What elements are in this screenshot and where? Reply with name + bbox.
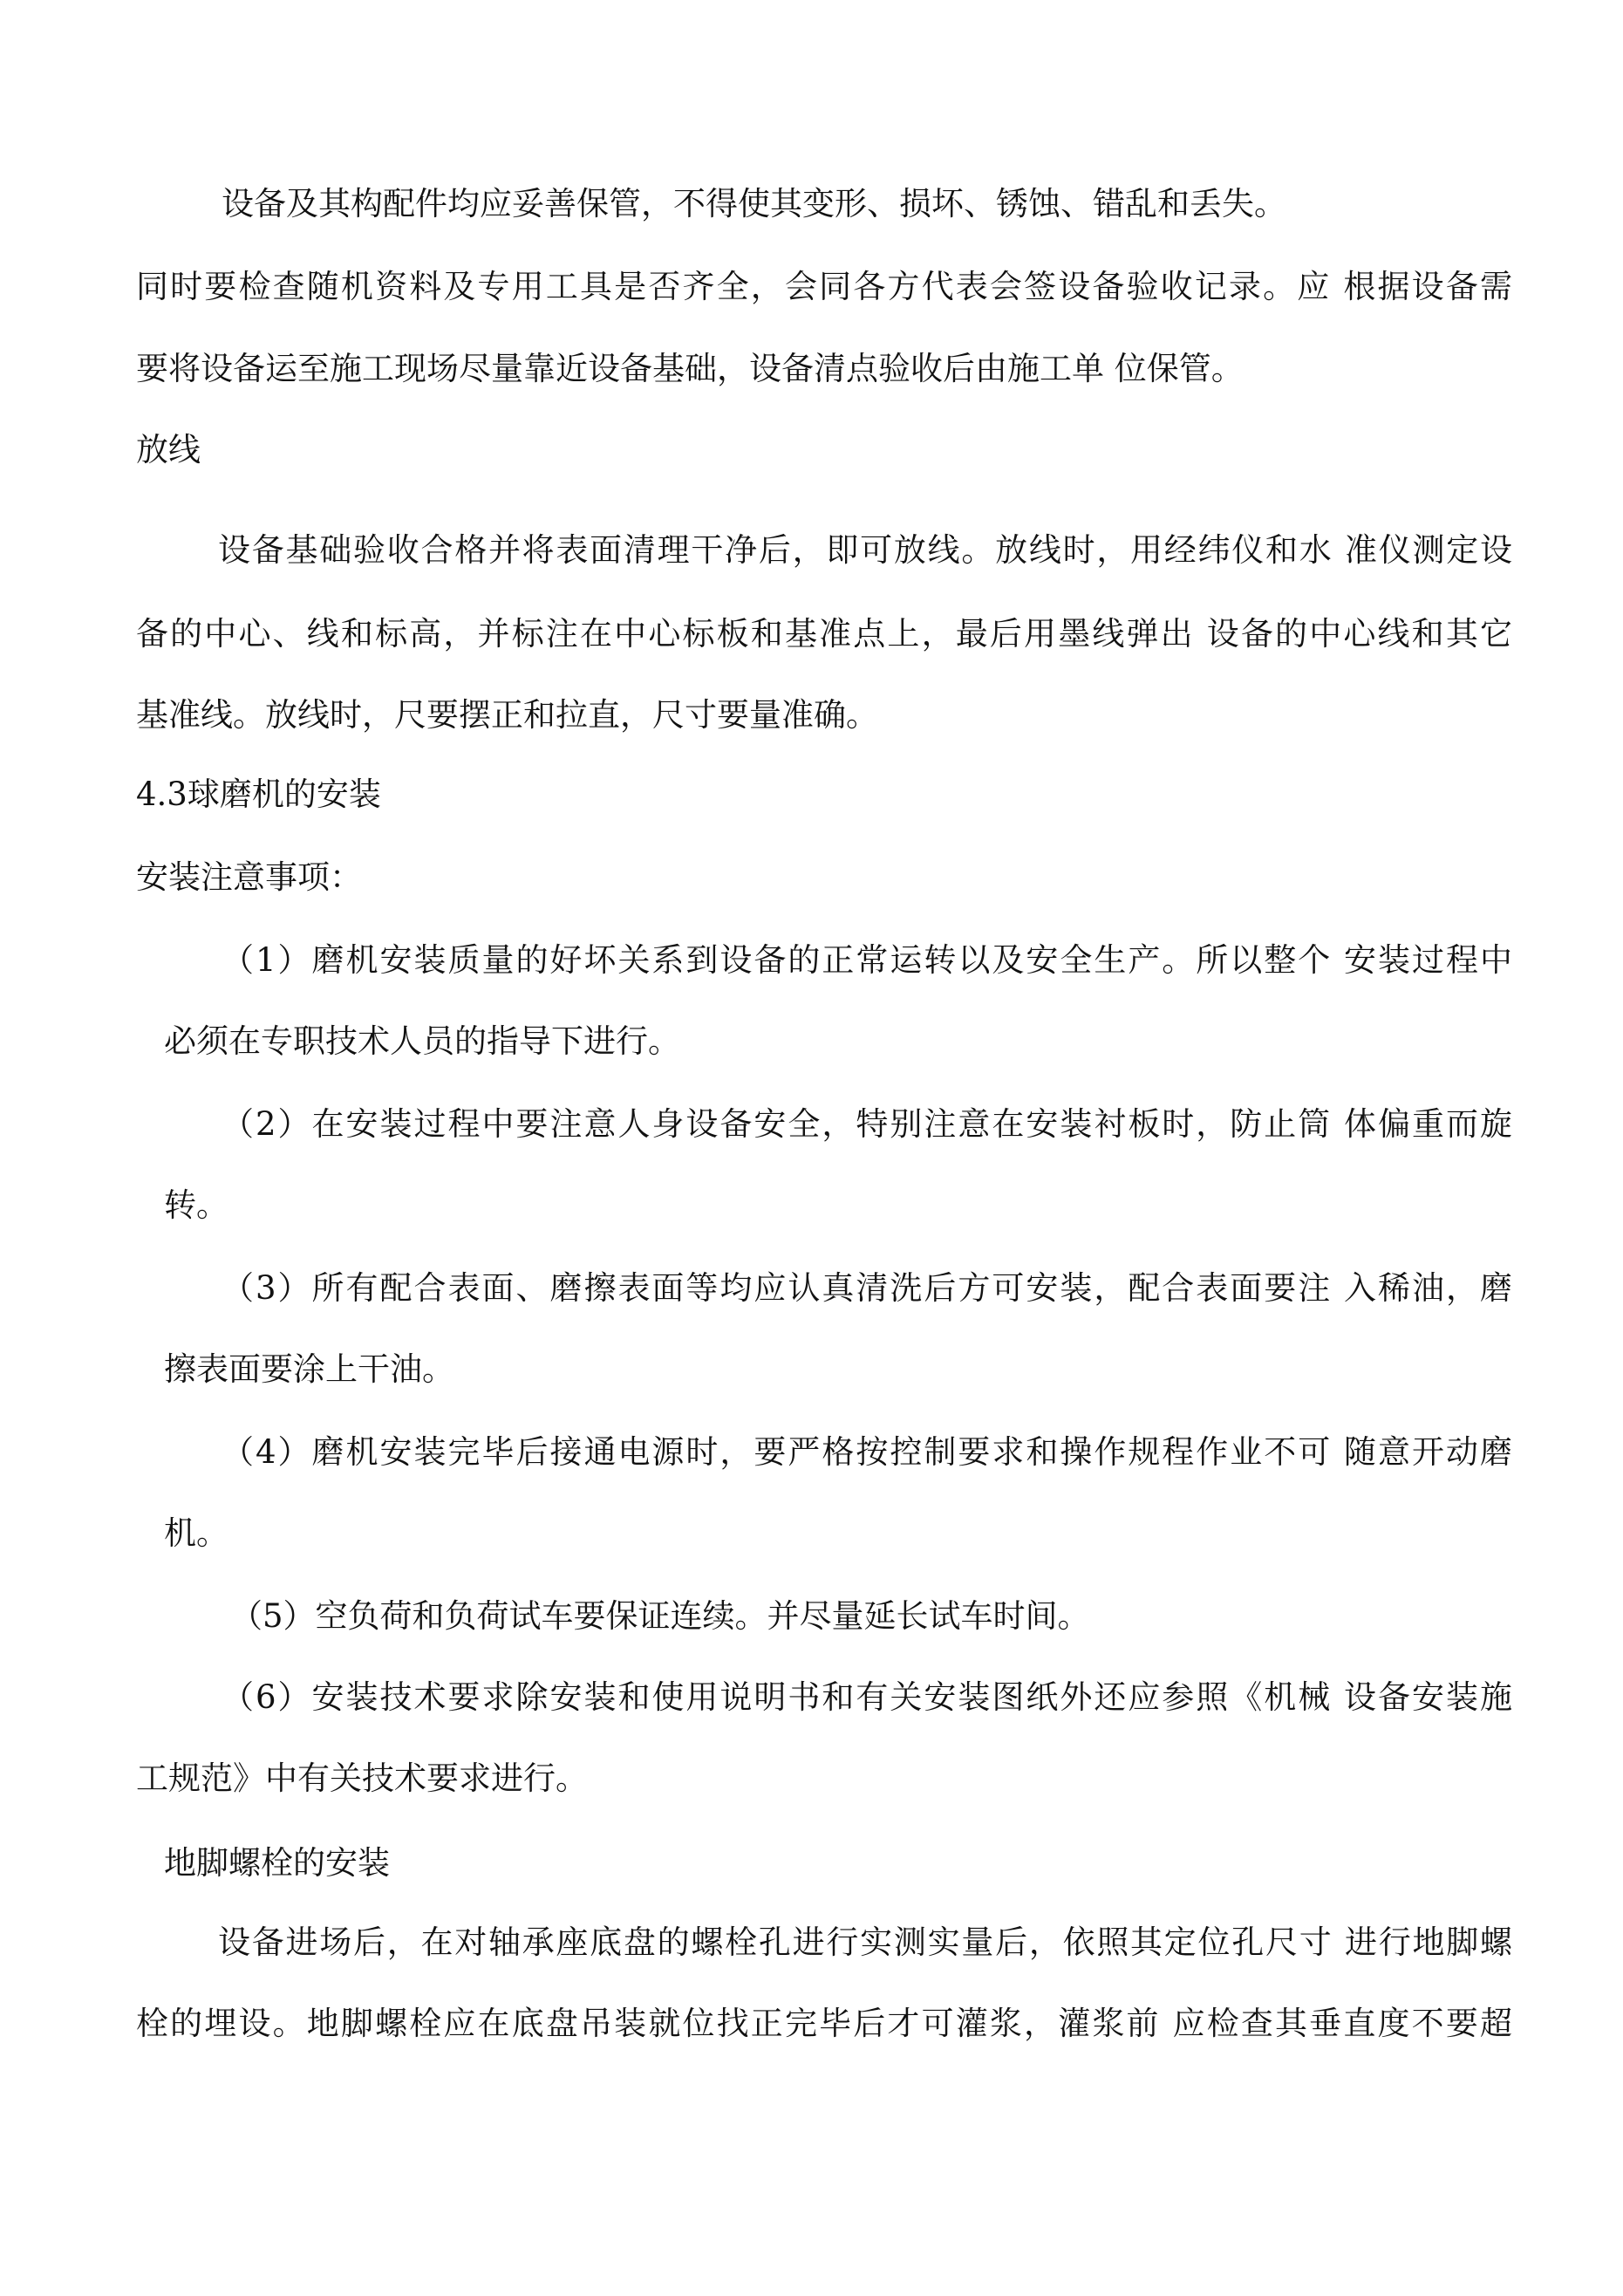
subsection-heading: 安装注意事项： [136, 858, 362, 896]
section-heading: 地脚螺栓的安装 [164, 1844, 390, 1882]
list-item-line: （2）在安装过程中要注意人身设备安全，特别注意在安装衬板时，防止筒 体偏重而旋 [222, 1105, 1512, 1143]
section-heading: 4.3球磨机的安装 [136, 776, 381, 813]
paragraph-line: 设备进场后，在对轴承座底盘的螺栓孔进行实测实量后，依照其定位孔尺寸 进行地脚螺 [218, 1924, 1512, 1961]
paragraph-line: 备的中心、线和标高，并标注在中心标板和基准点上，最后用墨线弹出 设备的中心线和其它 [136, 615, 1512, 653]
section-heading: 放线 [136, 431, 201, 468]
list-item-line: 转。 [164, 1186, 228, 1224]
list-item-line: （1）磨机安装质量的好坏关系到设备的正常运转以及安全生产。所以整个 安装过程中 [222, 941, 1512, 979]
paragraph-line: 设备及其构配件均应妥善保管，不得使其变形、损坏、锈蚀、错乱和丢失。 [222, 185, 1286, 222]
paragraph-line: 要将设备运至施工现场尽量靠近设备基础，设备清点验收后由施工单 位保管。 [136, 350, 1244, 387]
paragraph-line: 同时要检查随机资料及专用工具是否齐全，会同各方代表会签设备验收记录。应 根据设备需 [136, 268, 1512, 305]
paragraph-line: 基准线。放线时，尺要摆正和拉直，尺寸要量准确。 [136, 696, 878, 734]
list-item-line: 工规范》中有关技术要求进行。 [136, 1760, 588, 1797]
list-item-line: 擦表面要涂上干油。 [164, 1350, 454, 1388]
list-item-line: （5）空负荷和负荷试车要保证连续。并尽量延长试车时间。 [230, 1597, 1090, 1635]
paragraph-line: 设备基础验收合格并将表面清理干净后，即可放线。放线时，用经纬仪和水 准仪测定设 [218, 531, 1512, 569]
paragraph-line: 栓的埋设。地脚螺栓应在底盘吊装就位找正完毕后才可灌浆，灌浆前 应检查其垂直度不要超 [136, 2005, 1512, 2042]
list-item-line: 必须在专职技术人员的指导下进行。 [164, 1022, 680, 1060]
list-item-line: （3）所有配合表面、磨擦表面等均应认真清洗后方可安装，配合表面要注 入稀油，磨 [222, 1269, 1512, 1307]
list-item-line: （6）安装技术要求除安装和使用说明书和有关安装图纸外还应参照《机械 设备安装施 [222, 1678, 1512, 1716]
list-item-line: 机。 [164, 1514, 228, 1552]
list-item-line: （4）磨机安装完毕后接通电源时，要严格按控制要求和操作规程作业不可 随意开动磨 [222, 1433, 1512, 1471]
